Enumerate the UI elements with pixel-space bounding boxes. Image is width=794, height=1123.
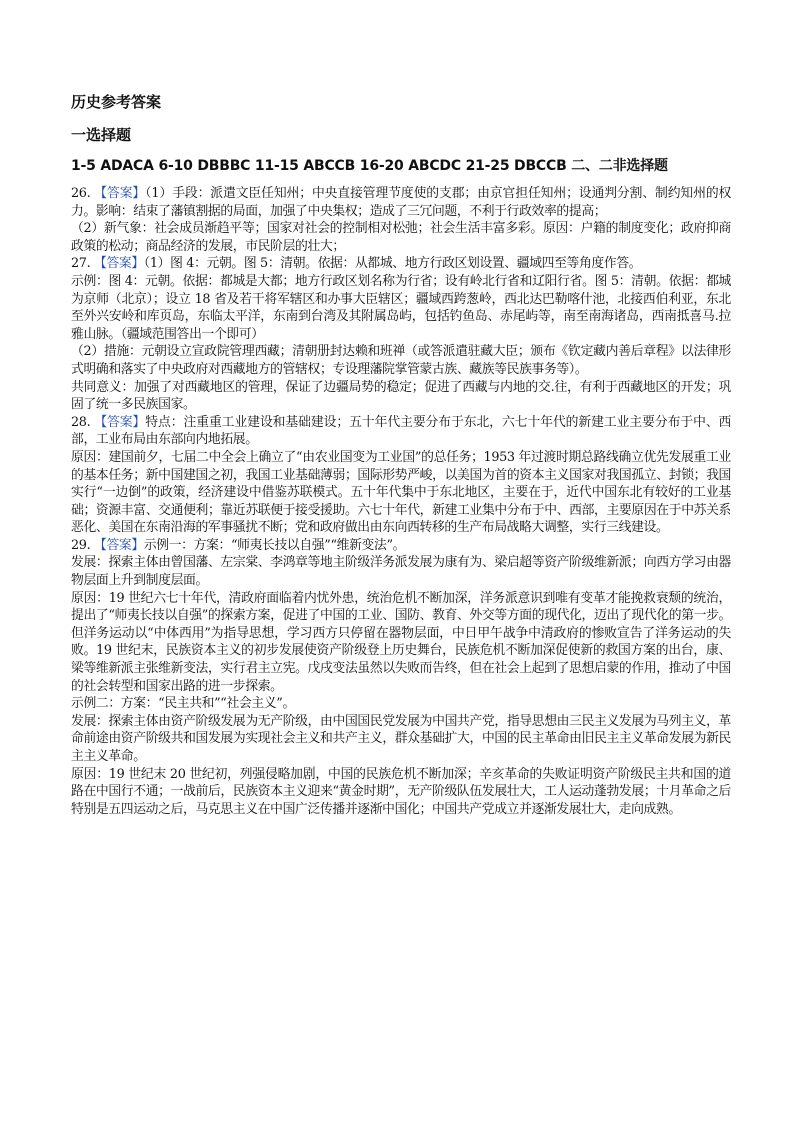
answers-body xyxy=(71,185,731,818)
answer-28-features xyxy=(71,414,731,449)
answer-text: 原因：19 世纪六七十年代，清政府面临着内忧外患，统治危机不断加深，洋务派意识到唯有变革才能挽救衰颓的统治，提出了“师夷长技以自强”的探索方案，促进了中国的工业、国防、教育、外交等方面的现代化，迈出了现代化的第一步。但洋务运动以“中体西用”为指导思想，学习西方只停留在器物层面，中日甲午战争中清政府的惨败宣告了洋务运动的失败。19 世纪末，民族资本主义的初步发展使资产阶级登上历史舞台，民族危机不断加深促使新的救国方案的出台，康、梁等维新派主张维新变法，实行君主立宪。戊戌变法虽然以失败而告终，但在社会上起到了思想启蒙的作用，推动了中国的社会转型和国家出路的进一步探索。 xyxy=(71,590,731,694)
answer-29-example-1 xyxy=(71,537,731,555)
answer-text: 示例二：方案：“民主共和”“社会主义”。 xyxy=(71,696,295,712)
answer-text: （1）手段：派遣文臣任知州；中央直接管理节度使的支郡；由京官担任知州；设通判分割、制约知州的权力。影响：结束了藩镇割据的局面，加强了中央集权；造成了三冗问题，不利于行政效率的提高； xyxy=(71,186,731,219)
answer-29-example-1-development xyxy=(71,554,731,589)
answer-27-part-1 xyxy=(71,255,731,273)
answer-text: 发展：探索主体由曾国藩、左宗棠、李鸿章等地主阶级洋务派发展为康有为、梁启超等资产阶级维新派；向西方学习由器物层面上升到制度层面。 xyxy=(71,555,731,589)
question-number: 28. xyxy=(71,414,91,430)
multiple-choice-answers: 1-5 ADACA 6-10 DBBBC 11-15 ABCCB 16-20 ABCDC 21-25 DBCCB 二、二非选择题 xyxy=(71,158,668,174)
answer-text: 特点：注重重工业建设和基础建设；五十年代主要分布于东北，六七十年代的新建工业主要分布于中、西部，工业布局由东部向内地拓展。 xyxy=(71,414,732,448)
answer-text: （2）新气象：社会成员渐趋平等；国家对社会的控制相对松弛；社会生活丰富多彩。原因：户籍的制度变化；政府抑商政策的松动；商品经济的发展，市民阶层的壮大； xyxy=(71,221,731,254)
answer-text: 原因：19 世纪末 20 世纪初，列强侵略加剧，中国的民族危机不断加深；辛亥革命的失败证明资产阶级民主共和国的道路在中国行不通；一战前后，民族资本主义迎来“黄金时期”，无产阶级队伍发展壮大，工人运动蓬勃发展；十月革命之后特别是五四运动之后，马克思主义在中国广泛传播并逐渐中国化；中国共产党成立并逐渐发展壮大，走向成熟。 xyxy=(71,766,731,817)
question-number: 29. xyxy=(71,537,91,553)
question-number: 27. xyxy=(71,256,91,272)
answer-27-part-2 xyxy=(71,343,731,378)
answer-text: （2）措施：元朝设立宣政院管理西藏；清朝册封达赖和班禅（或答派遣驻藏大臣；颁布《钦定藏内善后章程》以法律形式明确和落实了中央政府对西藏地方的管辖权；专设理藩院掌管蒙古族、藏族等民族事务等）。 xyxy=(71,344,731,377)
answer-tag: 【答案】 xyxy=(94,186,146,201)
answer-text: 示例：图 4：元朝。依据：都城是大都；地方行政区划名称为行省；设有岭北行省和辽阳行省。图 5：清朝。依据：都城为京师（北京）；设立 18 省及若干将军辖区和办事大臣辖区；疆域西跨葱岭，西北达巴勒喀什池，北接西伯利亚，东北至外兴安岭和库页岛，东临太平洋，东南到台湾及其附属岛屿，包括钓鱼岛、赤尾屿等，南至南海诸岛，西南抵喜马.拉雅山脉。（疆域范围答出一个即可） xyxy=(71,273,731,342)
answer-text: 示例一：方案：“师夷长技以自强”“维新变法”。 xyxy=(143,537,406,553)
answer-28-reasons xyxy=(71,449,731,537)
answer-text: 原因：建国前夕，七届二中全会上确立了“由农业国变为工业国”的总任务；1953 年过渡时期总路线确立优先发展重工业的基本任务；新中国建国之初，我国工业基础薄弱；国际形势严峻，以美国为首的资本主义国家对我国孤立、封锁；我国实行“一边倒”的政策，经济建设中借鉴苏联模式。五十年代集中于东北地区，主要在于，近代中国东北有较好的工业基础；资源丰富、交通便利；靠近苏联便于接受援助。六七十年代，新建工业集中分布于中、西部，主要原因在于中苏关系恶化、美国在东南沿海的军事骚扰不断；党和政府做出由东向西转移的生产布局战略大调整，实行三线建设。 xyxy=(71,449,731,536)
answer-29-example-2-development xyxy=(71,713,731,766)
answer-27-significance xyxy=(71,379,731,414)
answer-29-example-1-reasons xyxy=(71,590,731,696)
section-heading-multiple-choice: 一选择题 xyxy=(71,126,132,144)
document-title: 历史参考答案 xyxy=(71,93,162,111)
answer-29-example-2-reasons xyxy=(71,766,731,819)
answer-text: 发展：探索主体由资产阶级发展为无产阶级，由中国国民党发展为中国共产党，指导思想由三民主义发展为马列主义，革命前途由资产阶级共和国发展为实现社会主义和共产主义，群众基础扩大，中国的民主革命由旧民主主义革命发展为新民主主义革命。 xyxy=(71,713,731,764)
answer-tag: 【答案】 xyxy=(94,414,146,430)
answer-document xyxy=(71,92,731,818)
question-number: 26. xyxy=(71,186,91,201)
answer-29-example-2 xyxy=(71,695,731,713)
answer-26-part-2 xyxy=(71,220,731,255)
answer-27-example xyxy=(71,273,731,343)
answer-tag: 【答案】 xyxy=(94,537,144,553)
answer-text: 共同意义：加强了对西藏地区的管理，保证了边疆局势的稳定；促进了西藏与内地的交.往，有利于西藏地区的开发；巩固了统一多民族国家。 xyxy=(71,379,731,413)
answer-text: （1）图 4：元朝。图 5：清朝。依据：从都城、地方行政区划设置、疆域四至等角度作答。 xyxy=(143,256,642,272)
answer-26-part-1 xyxy=(71,185,731,220)
answer-tag: 【答案】 xyxy=(94,256,144,272)
